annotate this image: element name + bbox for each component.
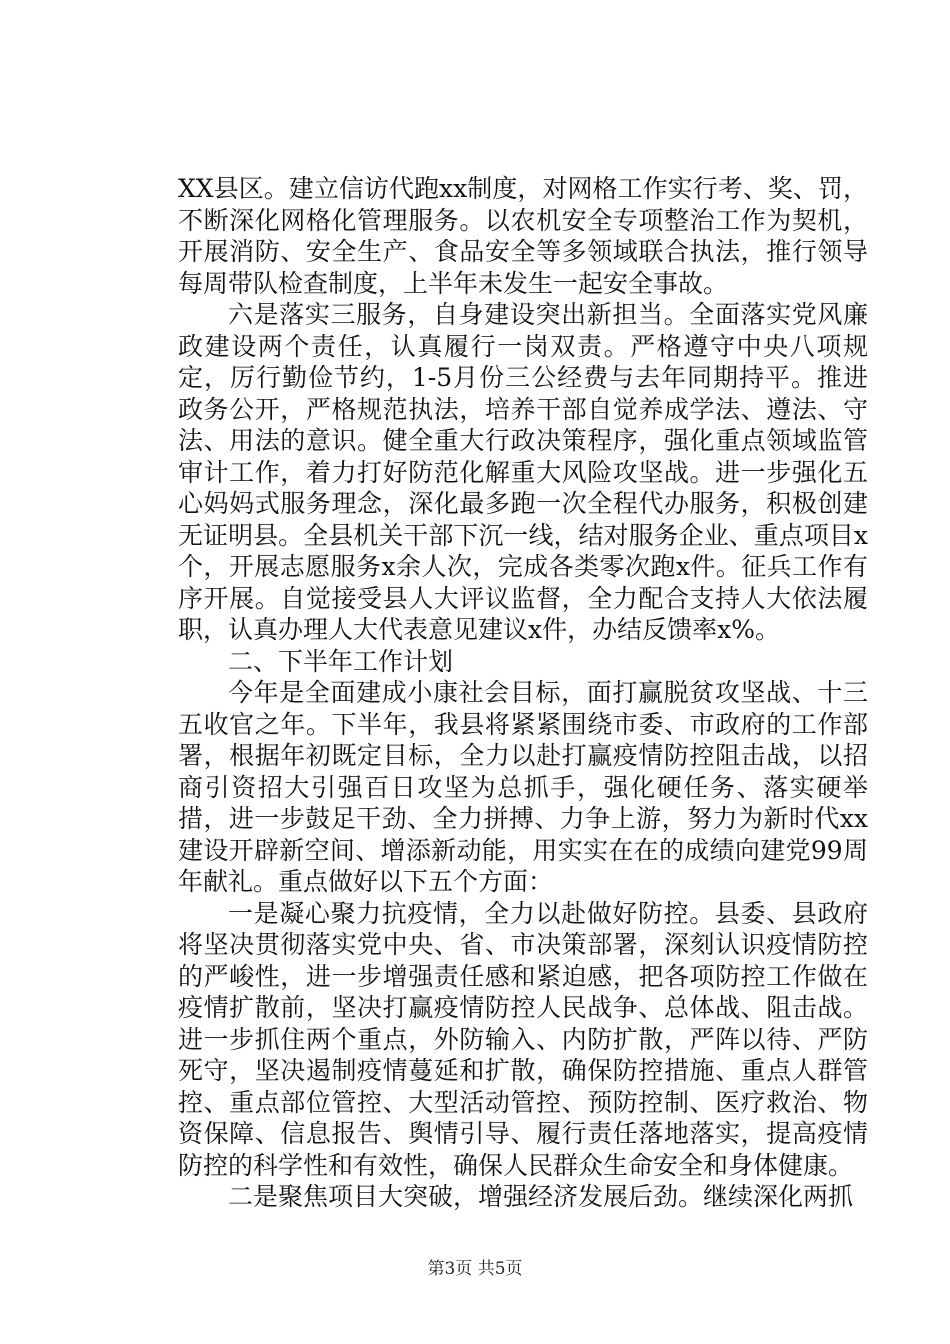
paragraph-self-building: 六是落实三服务，自身建设突出新担当。全面落实党风廉政建设两个责任，认真履行一岗双责。严格遵守中央八项规定，厉行勤俭节约，1-5月份三公经费与去年同期持平。推进政务公开，严格规范执法，培养干部自觉养成学法、遵法、守法、用法的意识。健全重大行政决策程序，强化重点领域监管审计工作，着力打好防范化解重大风险攻坚战。进一步强化五心妈妈式服务理念，深化最多跑一次全程代办服务，积极创建无证明县。全县机关干部下沉一线，结对服务企业、重点项目x个，开展志愿服务x余人次，完成各类零次跑x件。征兵工作有序开展。自觉接受县人大评议监督，全力配合支持人大依法履职，认真办理人大代表意见建议x件，办结反馈率x%。 [178, 300, 868, 644]
document-body [178, 173, 868, 1213]
paragraph-epidemic-control: 一是凝心聚力抗疫情，全力以赴做好防控。县委、县政府将坚决贯彻落实党中央、省、市决策部署，深刻认识疫情防控的严峻性，进一步增强责任感和紧迫感，把各项防控工作做在疫情扩散前，坚决打赢疫情防控人民战争、总体战、阻击战。进一步抓住两个重点，外防输入、内防扩散，严阵以待、严防死守，坚决遏制疫情蔓延和扩散，确保防控措施、重点人群管控、重点部位管控、大型活动管控、预防控制、医疗救治、物资保障、信息报告、舆情引导、履行责任落地落实，提高疫情防控的科学性和有效性，确保人民群众生命安全和身体健康。 [178, 898, 868, 1180]
paragraph-project-breakthrough: 二是聚焦项目大突破，增强经济发展后劲。继续深化两抓 [228, 1182, 854, 1211]
page-footer: 第3页 共5页 [427, 1259, 523, 1279]
section-heading-second-half-plan: 二、下半年工作计划 [228, 646, 454, 676]
paragraph-continuation: XX县区。建立信访代跑xx制度，对网格工作实行考、奖、罚，不断深化网格化管理服务。以农机安全专项整治工作为契机，开展消防、安全生产、食品安全等多领域联合执法，推行领导每周带队检查制度，上半年未发生一起安全事故。 [178, 174, 868, 298]
paragraph-plan-intro: 今年是全面建成小康社会目标，面打赢脱贫攻坚战、十三五收官之年。下半年，我县将紧紧围绕市委、市政府的工作部署，根据年初既定目标，全力以赴打赢疫情防控阻击战，以招商引资招大引强百日攻坚为总抓手，强化硬任务、落实硬举措，进一步鼓足干劲、全力拼搏、力争上游，努力为新时代xx建设开辟新空间、增添新动能，用实实在在的成绩向建党99周年献礼。重点做好以下五个方面： [178, 678, 868, 896]
